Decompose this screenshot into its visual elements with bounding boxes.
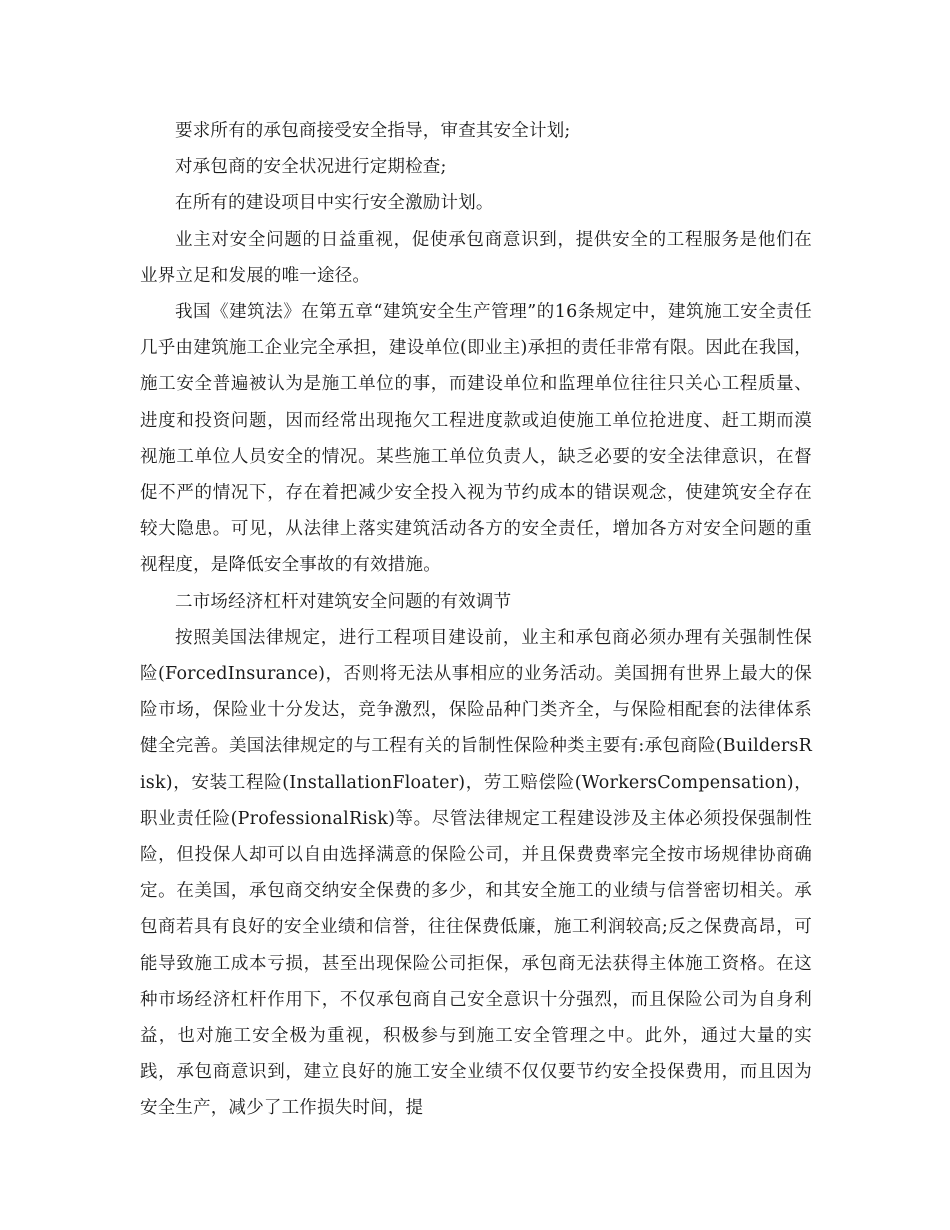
paragraph-owner-attention: 业主对安全问题的日益重视，促使承包商意识到，提供安全的工程服务是他们在业界立足和发展的唯一途径。: [140, 229, 812, 286]
section-heading-market-lever: 二市场经济杠杆对建筑安全问题的有效调节: [175, 591, 512, 612]
paragraph-requirement-incentive: 在所有的建设项目中实行安全激励计划。: [175, 193, 494, 214]
paragraph-requirement-guidance: 要求所有的承包商接受安全指导，审查其安全计划;: [175, 121, 571, 141]
document-body: [140, 113, 812, 1127]
paragraph-us-insurance: 按照美国法律规定，进行工程项目建设前，业主和承包商必须办理有关强制性保险(ForcedInsurance)，否则将无法从事相应的业务活动。美国拥有世界上最大的保险市场，保险业十分发达，竞争激烈，保险品种门类齐全，与保险相配套的法律体系健全完善。美国法律规定的与工程有关的旨制性保险种类主要有:承包商险(BuildersRisk)，安装工程险(InstallationFloater)，劳工赔偿险(WorkersCompensation)，职业责任险(ProfessionalRisk)等。尽管法律规定工程建设涉及主体必须投保强制性险，但投保人却可以自由选择满意的保险公司，并且保费费率完全按市场规律协商确定。在美国，承包商交纳安全保费的多少，和其安全施工的业绩与信誉密切相关。承包商若具有良好的安全业绩和信誉，往往保费低廉，施工利润较高;反之保费高昂，可能导致施工成本亏损，甚至出现保险公司拒保，承包商无法获得主体施工资格。在这种市场经济杠杆作用下，不仅承包商自己安全意识十分强烈，而且保险公司为自身利益，也对施工安全极为重视，积极参与到施工安全管理之中。此外，通过大量的实践，承包商意识到，建立良好的施工安全业绩不仅仅要节约安全投保费用，而且因为安全生产，减少了工作损失时间，提: [140, 627, 812, 1119]
paragraph-requirement-inspection: 对承包商的安全状况进行定期检查;: [175, 157, 447, 178]
paragraph-construction-law: 我国《建筑法》在第五章“建筑安全生产管理”的16条规定中，建筑施工安全责任几乎由建筑施工企业完全承担，建设单位(即业主)承担的责任非常有限。因此在我国，施工安全普遍被认为是施工单位的事，而建设单位和监理单位往往只关心工程质量、进度和投资问题，因而经常出现拖欠工程进度款或迫使施工单位抢进度、赶工期而漠视施工单位人员安全的情况。某些施工单位负责人，缺乏必要的安全法律意识，在督促不严的情况下，存在着把减少安全投入视为节约成本的错误观念，使建筑安全存在较大隐患。可见，从法律上落实建筑活动各方的安全责任，增加各方对安全问题的重视程度，是降低安全事故的有效措施。: [140, 302, 812, 576]
